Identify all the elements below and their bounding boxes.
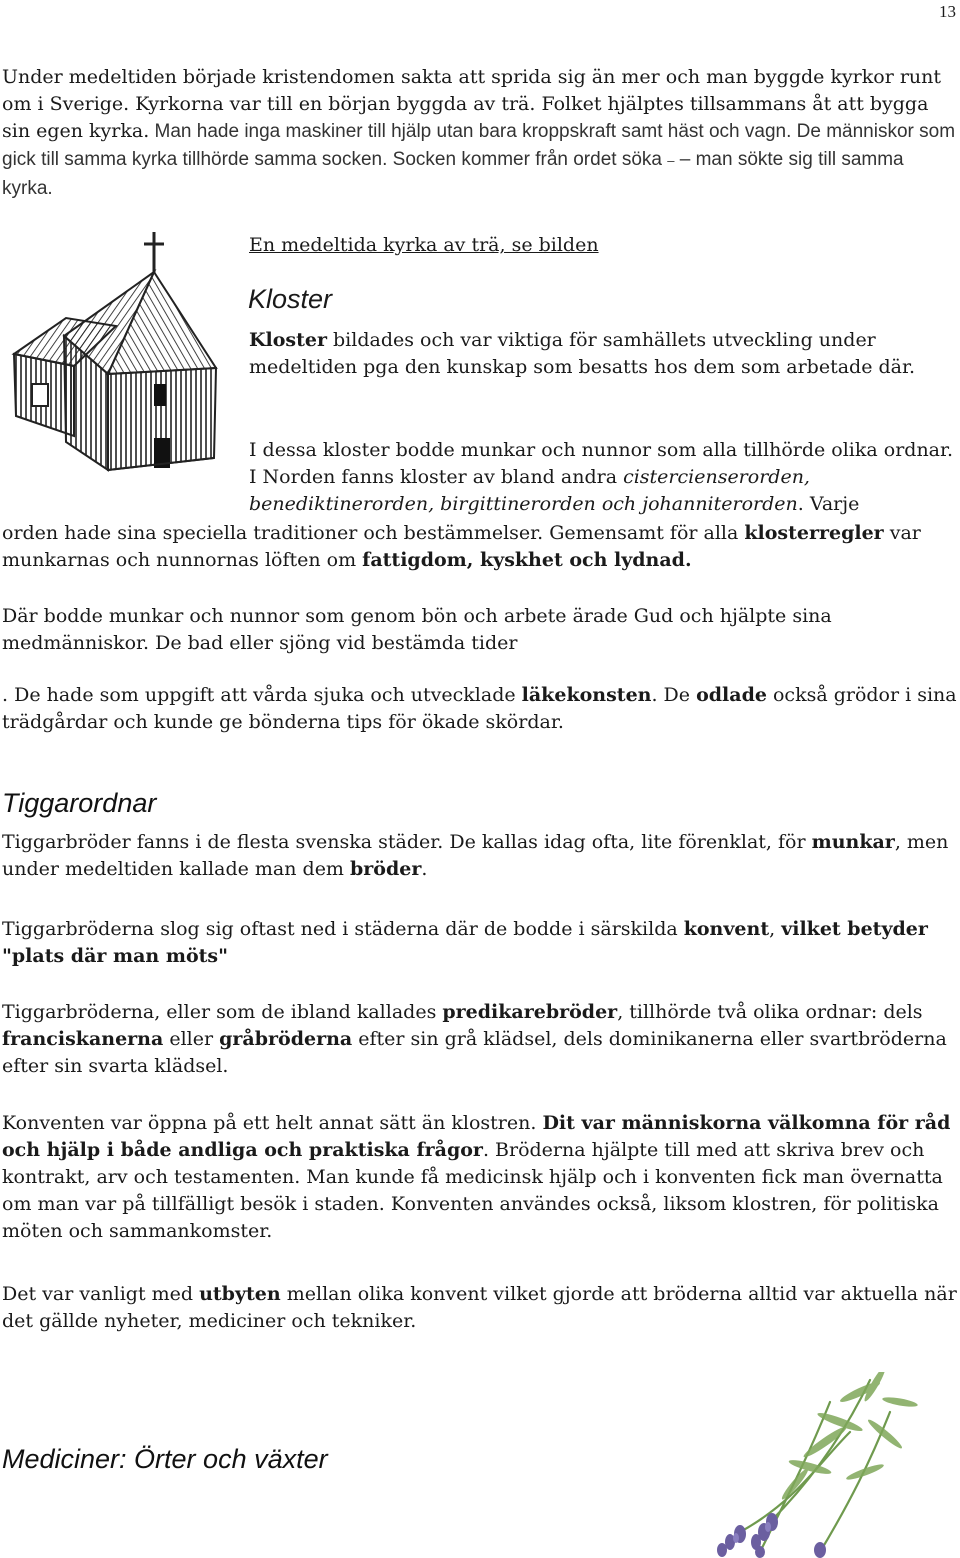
tiggar-p1-c: . [421,858,428,880]
intro-part3: – man sökte sig till samma kyrka. [2,149,904,199]
kloster-paragraph-2a [249,437,959,518]
intro-part2: Man hade inga maskiner till hjälp utan bara kroppskraft samt häst och vagn. De människor som gick till samma kyrka tillhörde samma socken. Socken kommer från ordet söka [2,121,956,170]
kloster-paragraph-2b [2,520,958,574]
tiggar-paragraph-1 [2,829,958,883]
tiggar-convent-bold: konvent [683,918,770,940]
tiggar-paragraph-4 [2,1110,958,1245]
image-caption: En medeltida kyrka av trä, se bilden [249,234,599,256]
tiggar-monks-bold: munkar [811,831,895,853]
kloster-p4-text-b: . De [651,684,697,706]
tiggar-p5-b: mellan olika konvent vilket gjorde att bröderna alltid var aktuella när det gällde nyheter, mediciner och tekniker. [2,1283,957,1332]
intro-paragraph [2,64,958,203]
kloster-p2-text-b: . Varje [797,493,860,515]
tiggar-paragraph-2 [2,916,958,970]
kloster-p1-text: bildades och var viktiga för samhällets utveckling under medeltiden pga den kunskap som besatts hos dem som arbetade där. [249,329,916,378]
tiggar-p3-c: eller [163,1028,220,1050]
tiggar-welcome-bold: Dit var människorna välkomna för råd och hjälp i både andliga och praktiska frågor [2,1112,951,1161]
heading-mediciner: Mediciner: Örter och växter [2,1444,328,1474]
tiggar-paragraph-3 [2,999,958,1080]
tiggar-p3-b: , tillhörde två olika ordnar: dels [617,1001,923,1023]
kloster-paragraph-3: Där bodde munkar och nunnor som genom bön och arbete ärade Gud och hjälpte sina medmänniskor. De bad eller sjöng vid bestämda tider [2,605,832,654]
tiggar-p4-a: Konventen var öppna på ett helt annat sätt än klostren. [2,1112,543,1134]
wooden-church-illustration [4,226,238,486]
tiggar-p3-a: Tiggarbröderna, eller som de ibland kallades [2,1001,443,1023]
page-number: 13 [939,2,956,21]
kloster-orders-italic: cistercienserorden, benediktinerorden, birgittinerorden och johanniterorden [249,466,810,515]
tiggar-brothers-bold: bröder [350,858,422,880]
heading-kloster: Kloster [248,284,333,314]
tiggar-preachers-bold: predikarebröder [442,1001,618,1023]
kloster-rules-bold: klosterregler [744,522,884,544]
kloster-bold-term: Kloster [249,329,327,351]
kloster-p4-text-c: också grödor i sina trädgårdar och kunde ge bönderna tips för ökade skördar. [2,684,957,733]
intro-dash: – [667,153,675,168]
tiggar-paragraph-5 [2,1281,958,1335]
tiggar-p2-b: , [769,918,782,940]
kloster-paragraph-4 [2,682,958,736]
tiggar-meaning-bold: vilket betyder "plats där man möts" [2,918,928,967]
tiggar-exchanges-bold: utbyten [199,1283,281,1305]
lavender-sprigs-illustration [700,1372,960,1558]
tiggar-greyfriars-bold: gråbröderna [219,1028,353,1050]
tiggar-franciscans-bold: franciskanerna [2,1028,164,1050]
heading-tiggarordnar: Tiggarordnar [2,788,157,818]
kloster-p4-text-a: . De hade som uppgift att vårda sjuka och utvecklade [2,684,522,706]
kloster-cultivated-bold: odlade [696,684,767,706]
kloster-medicine-bold: läkekonsten [521,684,652,706]
tiggar-p1-b: , men under medeltiden kallade man dem [2,831,949,880]
kloster-p2-text-c: orden hade sina speciella traditioner och bestämmelser. Gemensamt för alla [2,522,745,544]
tiggar-p4-b: . Bröderna hjälpte till med att skriva brev och kontrakt, arv och testamenten. Man kunde få medicinsk hjälp och i konventen fick man övernatta om man var på tillfälligt besök i staden. Konventen användes också, liksom klostren, för politiska möten och sammankomster. [2,1139,943,1242]
tiggar-p2-a: Tiggarbröderna slog sig oftast ned i städerna där de bodde i särskilda [2,918,684,940]
kloster-p2-text-d: var munkarnas och nunnornas löften om [2,522,921,571]
tiggar-p5-a: Det var vanligt med [2,1283,200,1305]
kloster-paragraph-1 [249,327,959,381]
intro-part1: Under medeltiden började kristendomen sakta att sprida sig än mer och man byggde kyrkor runt om i Sverige. Kyrkorna var till en början byggda av trä. Folket hjälptes tillsammans åt att bygga sin egen kyrka. [2,66,942,142]
kloster-p2-text-a: I dessa kloster bodde munkar och nunnor som alla tillhörde olika ordnar. I Norden fanns kloster av bland andra [249,439,954,488]
kloster-vows-bold: fattigdom, kyskhet och lydnad. [362,549,692,571]
tiggar-p3-d: efter sin grå klädsel, dels dominikanerna eller svartbröderna efter sin svarta klädsel. [2,1028,947,1077]
tiggar-p1-a: Tiggarbröder fanns i de flesta svenska städer. De kallas idag ofta, lite förenklat, för [2,831,812,853]
